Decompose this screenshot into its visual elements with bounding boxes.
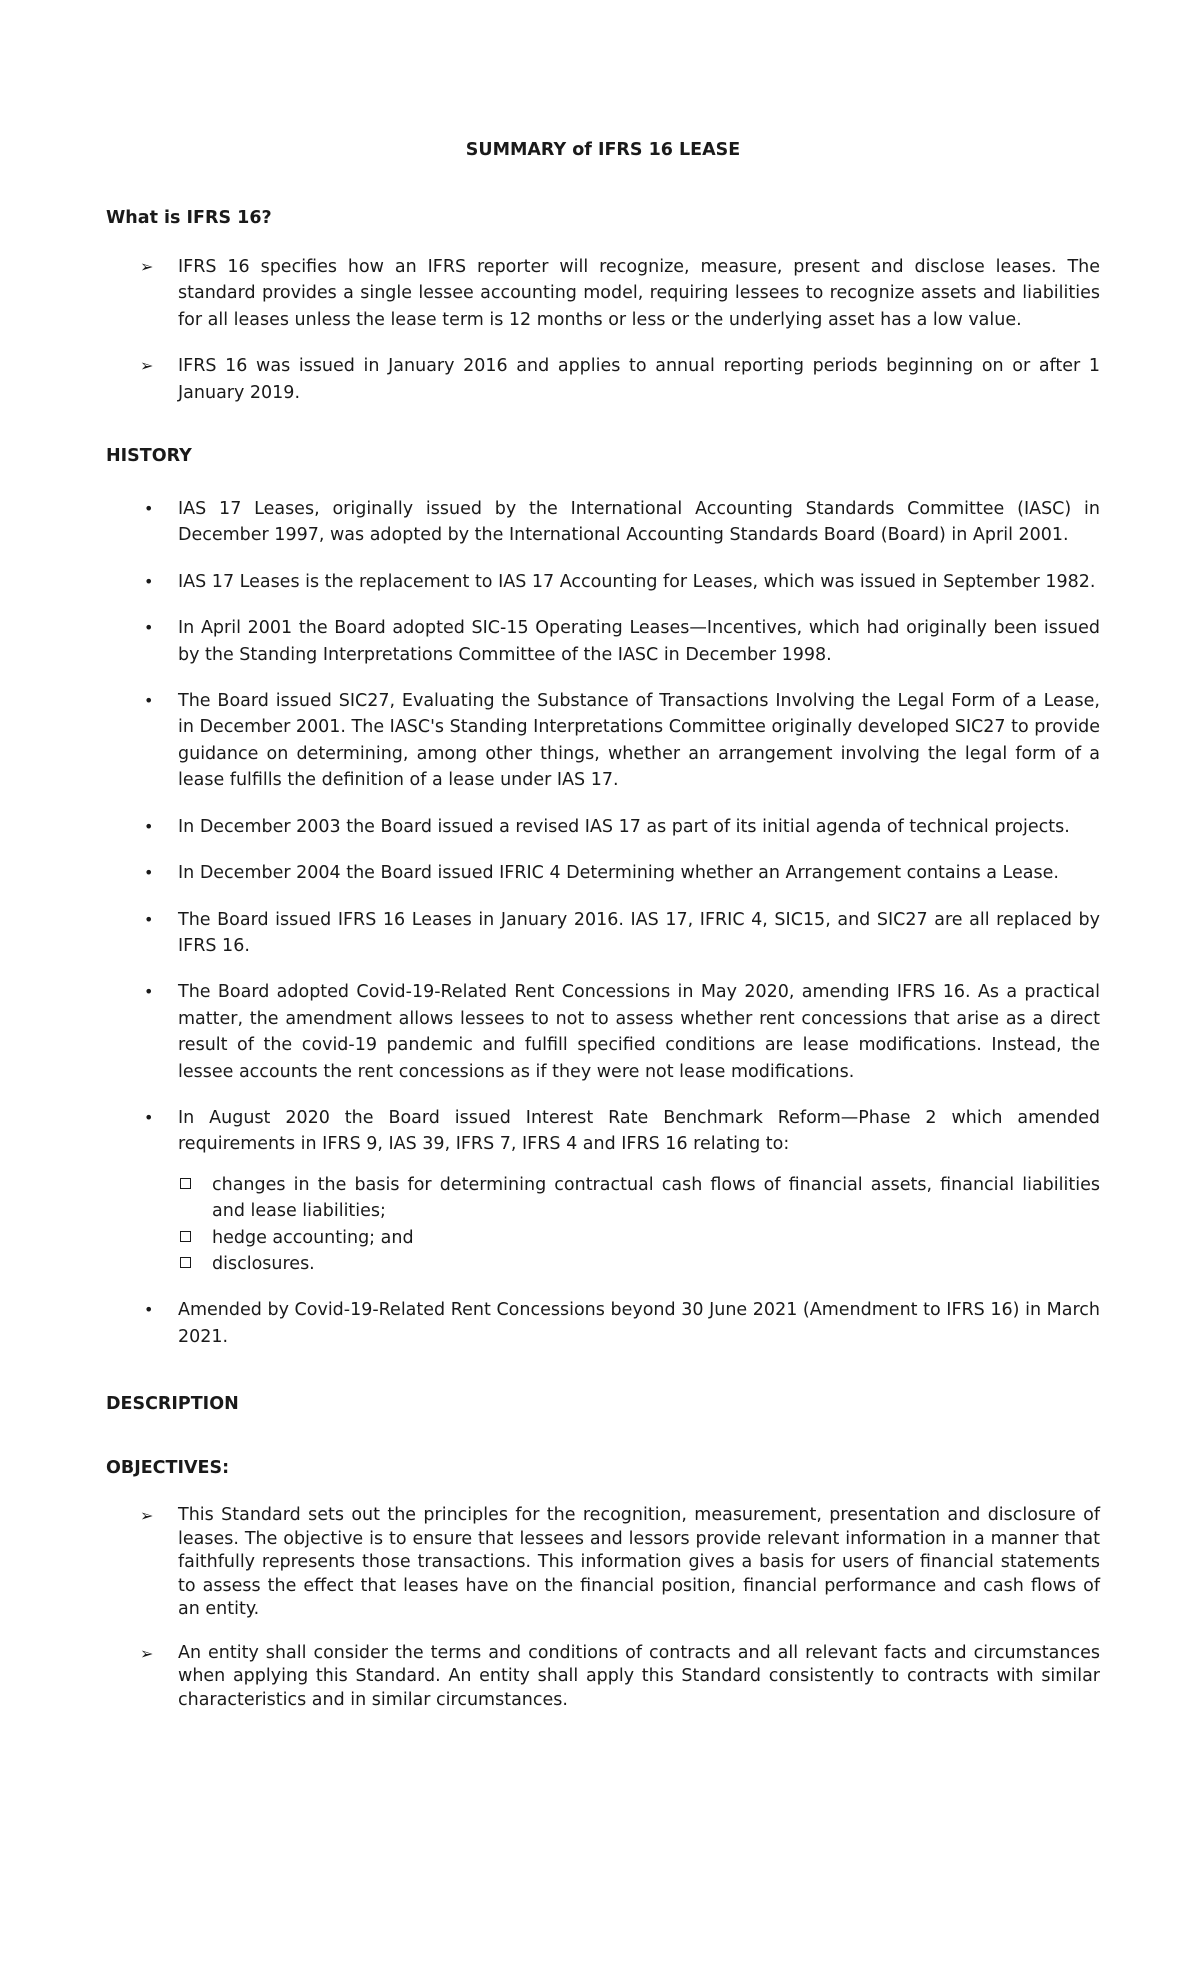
list-item [106,1105,1100,1277]
list-item-text: This Standard sets out the principles for the recognition, measurement, presentation and disclosure of leases. The objective is to ensure that lessees and lessors provide relevant information in a manner that faithfully represents those transactions. This information gives a basis for users of financial statements to assess the effect that leases have on the financial position, financial performance and cash flows of an entity. [178,1505,1100,1620]
list-item-text: An entity shall consider the terms and conditions of contracts and all relevant facts and circumstances when applying this Standard. An entity shall apply this Standard consistently to contracts with similar characteristics and in similar circumstances. [178,1642,1100,1710]
sub-list-item [178,1225,1100,1251]
arrow-bullet-icon: ➢ [140,1643,154,1663]
list-item [106,615,1100,668]
sub-list-item-text: disclosures. [212,1253,315,1274]
checkbox-bullet-icon [180,1178,191,1189]
what-is-heading: What is IFRS 16? [106,208,272,228]
bullet-icon: • [144,1300,154,1320]
description-heading: DESCRIPTION [106,1394,239,1415]
history-list [106,496,1100,1350]
list-item-text: IAS 17 Leases, originally issued by the International Accounting Standards Committee (IASC) in December 1997, was adopted by the International Accounting Standards Board (Board) in April 2001. [178,499,1100,546]
arrow-bullet-icon: ➢ [140,1506,154,1526]
document-page [106,140,1100,1732]
bullet-icon: • [144,909,154,929]
list-item-text: The Board adopted Covid-19-Related Rent Concessions in May 2020, amending IFRS 16. As a practical matter, the amendment allows lessees to not to assess whether rent concessions that arise as a direct result of the covid-19 pandemic and fulfill specified conditions are lease modifications. Instead, the lessee accounts the rent concessions as if they were not lease modifications. [178,982,1100,1082]
bullet-icon: • [144,863,154,883]
list-item-text: In April 2001 the Board adopted SIC-15 Operating Leases—Incentives, which had originally been issued by the Standing Interpretations Committee of the IASC in December 1998. [178,618,1100,665]
bullet-icon: • [144,1107,154,1127]
list-item [106,569,1100,595]
list-item-text: In December 2003 the Board issued a revised IAS 17 as part of its initial agenda of technical projects. [178,816,1070,837]
sub-list-item-text: hedge accounting; and [212,1227,414,1248]
sub-list-item [178,1251,1100,1277]
list-item [106,979,1100,1085]
list-item [106,860,1100,886]
list-item-text: IFRS 16 specifies how an IFRS reporter will recognize, measure, present and disclose leases. The standard provides a single lessee accounting model, requiring lessees to recognize assets and liabilities for all leases unless the lease term is 12 months or less or the underlying asset has a low value. [178,257,1100,330]
sub-list-item-text: changes in the basis for determining contractual cash flows of financial assets, financial liabilities and lease liabilities; [212,1174,1100,1222]
list-item [106,907,1100,960]
objectives-heading: OBJECTIVES: [106,1458,230,1479]
list-item-text: The Board issued IFRS 16 Leases in January 2016. IAS 17, IFRIC 4, SIC15, and SIC27 are all replaced by IFRS 16. [178,909,1100,956]
list-item [106,688,1100,794]
bullet-icon: • [144,691,154,711]
list-item [106,1297,1100,1350]
list-item [106,353,1100,406]
bullet-icon: • [144,618,154,638]
objectives-list [106,1504,1100,1712]
arrow-bullet-icon: ➢ [140,356,154,376]
list-item [106,254,1100,333]
bullet-icon: • [144,816,154,836]
history-heading: HISTORY [106,446,192,467]
bullet-icon: • [144,982,154,1002]
list-item-text: Amended by Covid-19-Related Rent Concessions beyond 30 June 2021 (Amendment to IFRS 16) in March 2021. [178,1300,1100,1347]
list-item [106,814,1100,840]
checkbox-bullet-icon [180,1231,191,1242]
bullet-icon: • [144,499,154,519]
list-item-text: IAS 17 Leases is the replacement to IAS 17 Accounting for Leases, which was issued in September 1982. [178,571,1096,592]
list-item-text: IFRS 16 was issued in January 2016 and applies to annual reporting periods beginning on or after 1 January 2019. [178,356,1100,403]
what-is-list [106,254,1100,406]
arrow-bullet-icon: ➢ [140,257,154,276]
sub-list-item [178,1172,1100,1225]
list-item-text: The Board issued SIC27, Evaluating the Substance of Transactions Involving the Legal Form of a Lease, in December 2001. The IASC's Standing Interpretations Committee originally developed SIC27 to provide guidance on determining, among other things, whether an arrangement involving the legal form of a lease fulfills the definition of a lease under IAS 17. [178,691,1100,791]
checkbox-bullet-icon [180,1257,191,1268]
bullet-icon: • [144,571,154,591]
list-item [106,1504,1100,1622]
list-item-text: In December 2004 the Board issued IFRIC 4 Determining whether an Arrangement contains a Lease. [178,863,1059,884]
page-title: SUMMARY of IFRS 16 LEASE [465,140,741,160]
sub-list [178,1172,1100,1278]
list-item [106,1642,1100,1713]
list-item-text: In August 2020 the Board issued Interest Rate Benchmark Reform—Phase 2 which amended requirements in IFRS 9, IAS 39, IFRS 7, IFRS 4 and IFRS 16 relating to: [178,1107,1100,1155]
list-item [106,496,1100,549]
